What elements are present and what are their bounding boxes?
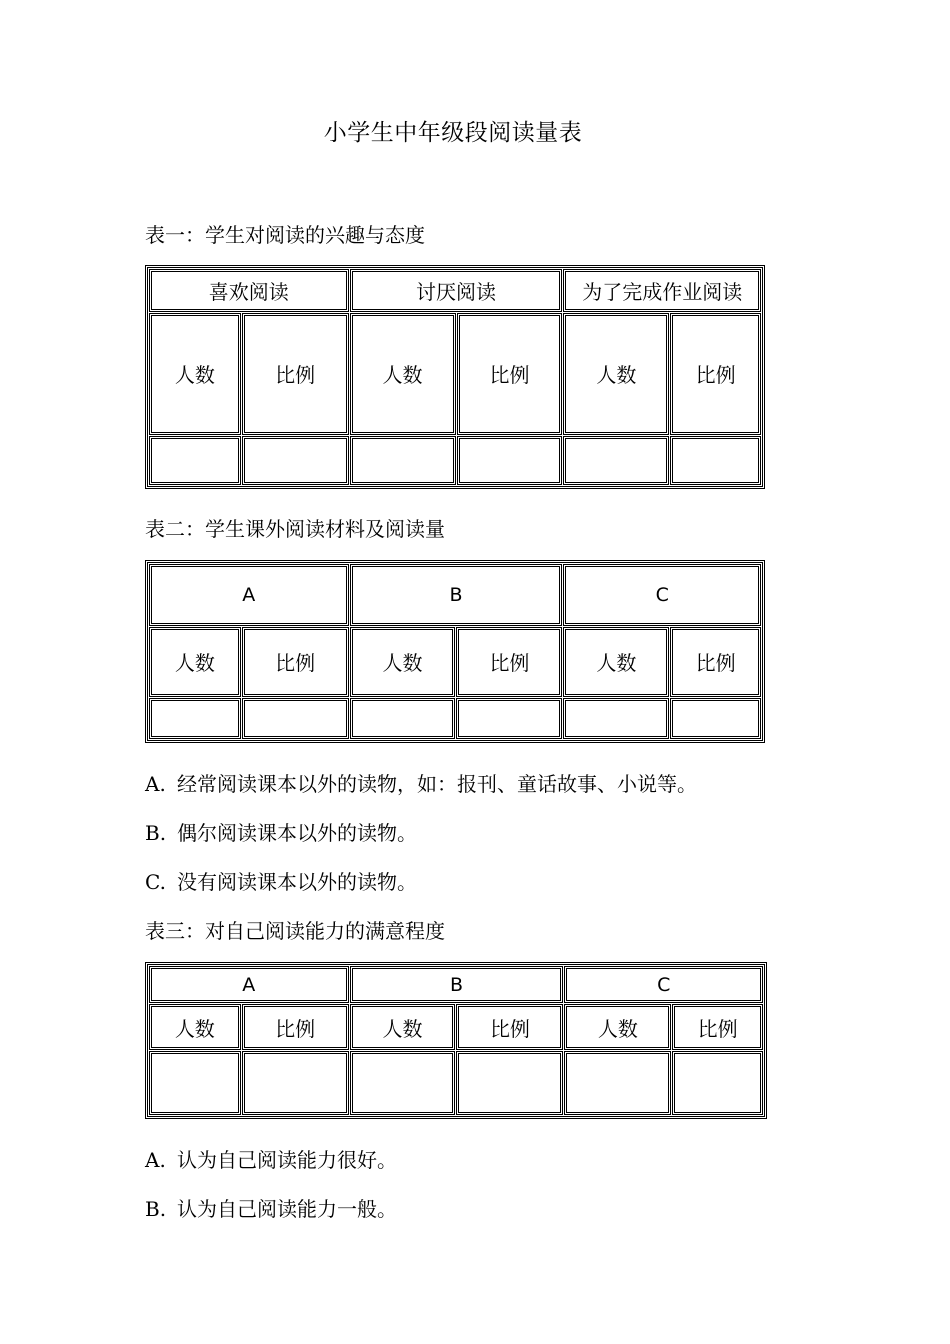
group-header-a: A (149, 564, 349, 626)
subheader-ratio: 比例 (242, 627, 349, 697)
option-a (145, 768, 697, 797)
data-cell (149, 698, 241, 739)
group-header-a: A (149, 966, 349, 1003)
option-mark: B. (145, 821, 167, 845)
data-cell (149, 1051, 241, 1115)
data-cell (350, 698, 456, 739)
option-text: 认为自己阅读能力一般。 (177, 1197, 397, 1221)
table1-caption: 表一：学生对阅读的兴趣与态度 (145, 223, 425, 247)
subheader-count: 人数 (149, 313, 241, 434)
subheader-ratio: 比例 (456, 1004, 563, 1050)
reading-material-table (145, 560, 765, 743)
subheader-count: 人数 (350, 1004, 456, 1050)
ability-satisfaction-table (145, 962, 767, 1119)
page-title: 小学生中年级段阅读量表 (323, 120, 583, 146)
subheader-ratio: 比例 (457, 313, 563, 434)
option-text: 偶尔阅读课本以外的读物。 (177, 821, 417, 845)
option-text: 认为自己阅读能力很好。 (177, 1148, 397, 1172)
data-cell (563, 698, 669, 739)
data-cell (564, 1051, 671, 1115)
group-header-dislike: 讨厌阅读 (350, 269, 563, 312)
option-b (145, 1193, 397, 1222)
option-c (145, 866, 417, 895)
subheader-count: 人数 (149, 1004, 241, 1050)
data-cell (350, 436, 456, 485)
subheader-count: 人数 (563, 627, 669, 697)
subheader-count: 人数 (350, 313, 456, 434)
group-header-like: 喜欢阅读 (149, 269, 349, 312)
table3-caption: 表三：对自己阅读能力的满意程度 (145, 919, 445, 943)
data-cell (563, 436, 669, 485)
data-cell (456, 698, 562, 739)
option-mark: A. (145, 772, 166, 796)
subheader-count: 人数 (564, 1004, 671, 1050)
subheader-ratio: 比例 (242, 313, 349, 434)
subheader-ratio: 比例 (242, 1004, 349, 1050)
interest-attitude-table (145, 265, 765, 489)
option-mark: A. (145, 1148, 166, 1172)
option-mark: B. (145, 1197, 167, 1221)
data-cell (672, 1051, 763, 1115)
group-header-homework: 为了完成作业阅读 (563, 269, 761, 312)
option-text: 没有阅读课本以外的读物。 (177, 870, 417, 894)
option-b (145, 817, 417, 846)
data-cell (242, 698, 349, 739)
table-row (149, 436, 761, 485)
option-a (145, 1144, 397, 1173)
subheader-ratio: 比例 (670, 313, 761, 434)
subheader-count: 人数 (350, 627, 456, 697)
subheader-count: 人数 (563, 313, 669, 434)
group-header-c: C (563, 564, 761, 626)
data-cell (670, 698, 761, 739)
group-header-b: B (350, 966, 564, 1003)
data-cell (457, 436, 563, 485)
option-mark: C. (145, 870, 166, 894)
table2-caption: 表二：学生课外阅读材料及阅读量 (145, 517, 445, 541)
data-cell (149, 436, 241, 485)
subheader-ratio: 比例 (672, 1004, 763, 1050)
option-text: 经常阅读课本以外的读物，如：报刊、童话故事、小说等。 (177, 772, 697, 796)
subheader-ratio: 比例 (670, 627, 761, 697)
group-header-c: C (564, 966, 763, 1003)
subheader-ratio: 比例 (456, 627, 562, 697)
data-cell (350, 1051, 456, 1115)
table-row (149, 698, 761, 739)
table-row (149, 1051, 763, 1115)
data-cell (242, 1051, 349, 1115)
data-cell (456, 1051, 563, 1115)
group-header-b: B (350, 564, 563, 626)
data-cell (670, 436, 761, 485)
subheader-count: 人数 (149, 627, 241, 697)
data-cell (242, 436, 349, 485)
